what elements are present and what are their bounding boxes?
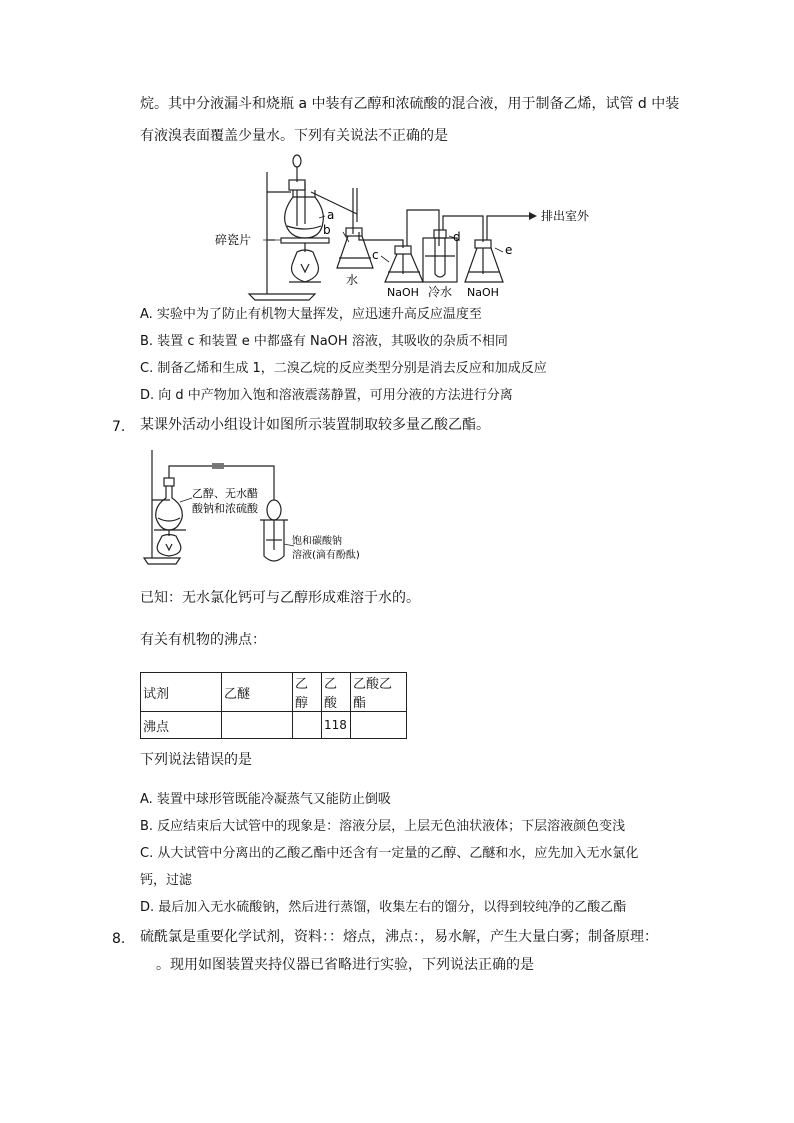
label-exhaust: 排出室外 bbox=[541, 209, 590, 223]
q6-option-d: D. 向 d 中产物加入饱和溶液震荡静置，可用分液的方法进行分离 bbox=[140, 388, 513, 403]
label-water: 水 bbox=[346, 273, 359, 287]
table-cell bbox=[351, 712, 407, 739]
q6-option-a: A. 实验中为了防止有机物大量挥发，应迅速升高反应温度至 bbox=[140, 307, 482, 322]
table-cell bbox=[293, 712, 322, 739]
table-cell bbox=[222, 712, 293, 739]
table-cell: 乙酸乙酯 bbox=[351, 673, 407, 712]
q7-question: 下列说法错误的是 bbox=[140, 752, 252, 768]
q6-option-b: B. 装置 c 和装置 e 中都盛有 NaOH 溶液，其吸收的杂质不相同 bbox=[140, 334, 508, 349]
table-cell: 乙酸 bbox=[322, 673, 351, 712]
q7-known: 已知：无水氯化钙可与乙醇形成难溶于水的。 bbox=[140, 590, 420, 606]
q7-stem: 某课外活动小组设计如图所示装置制取较多量乙酸乙酯。 bbox=[140, 417, 490, 433]
label-b: b bbox=[323, 223, 331, 237]
table-cell: 118 bbox=[322, 712, 351, 739]
q7-bp-intro: 有关有机物的沸点： bbox=[140, 632, 266, 648]
q7-option-d: D. 最后加入无水硫酸钠，然后进行蒸馏，收集左右的馏分，以得到较纯净的乙酸乙酯 bbox=[140, 900, 627, 915]
label-flask-contents-1: 乙醇、无水醋 bbox=[192, 487, 258, 500]
q7-number: 7. bbox=[112, 419, 126, 435]
label-tube-contents-1: 饱和碳酸钠 bbox=[292, 536, 342, 547]
label-a: a bbox=[327, 208, 335, 222]
label-naoh-e: NaOH bbox=[467, 286, 499, 299]
label-e: e bbox=[505, 243, 513, 257]
table-row bbox=[141, 712, 407, 739]
q8-line2: 。现用如图装置夹持仪器已省略进行实验，下列说法正确的是 bbox=[156, 957, 534, 973]
ethylene-apparatus-figure bbox=[205, 152, 605, 302]
label-cold-water: 冷水 bbox=[428, 285, 453, 299]
q7-option-c: C. 从大试管中分离出的乙酸乙酯中还含有一定量的乙醇、乙醚和水，应先加入无水氯化 bbox=[140, 846, 639, 861]
q6-intro-line2: 有液溴表面覆盖少量水。下列有关说法不正确的是 bbox=[140, 128, 448, 144]
label-tube-contents-2: 溶液(滴有酚酞) bbox=[292, 550, 360, 561]
q8-number: 8. bbox=[112, 931, 126, 947]
boiling-point-table bbox=[140, 672, 407, 739]
q7-option-b: B. 反应结束后大试管中的现象是：溶液分层，上层无色油状液体；下层溶液颜色变浅 bbox=[140, 819, 626, 834]
q7-option-a: A. 装置中球形管既能冷凝蒸气又能防止倒吸 bbox=[140, 792, 391, 807]
table-header-row bbox=[141, 673, 407, 712]
label-d: d bbox=[453, 230, 461, 244]
q8-line1: 硫酰氯是重要化学试剂，资料：：熔点，沸点：，易水解，产生大量白雾；制备原理： bbox=[140, 929, 658, 945]
q7-option-c-cont: 钙，过滤 bbox=[140, 873, 193, 888]
q6-option-c: C. 制备乙烯和生成 1，二溴乙烷的反应类型分别是消去反应和加成反应 bbox=[140, 361, 547, 376]
label-naoh-c: NaOH bbox=[387, 286, 419, 299]
label-broken-porcelain: 碎瓷片 bbox=[215, 233, 252, 247]
table-cell: 乙醚 bbox=[222, 673, 293, 712]
table-cell: 乙醇 bbox=[293, 673, 322, 712]
table-cell: 沸点 bbox=[141, 712, 222, 739]
label-c: c bbox=[372, 248, 379, 262]
q6-intro-line1: 烷。其中分液漏斗和烧瓶 a 中装有乙醇和浓硫酸的混合液，用于制备乙烯，试管 d 中装 bbox=[140, 96, 680, 112]
ester-apparatus-figure bbox=[140, 448, 360, 568]
table-cell: 试剂 bbox=[141, 673, 222, 712]
label-flask-contents-2: 酸钠和浓硫酸 bbox=[192, 502, 258, 515]
